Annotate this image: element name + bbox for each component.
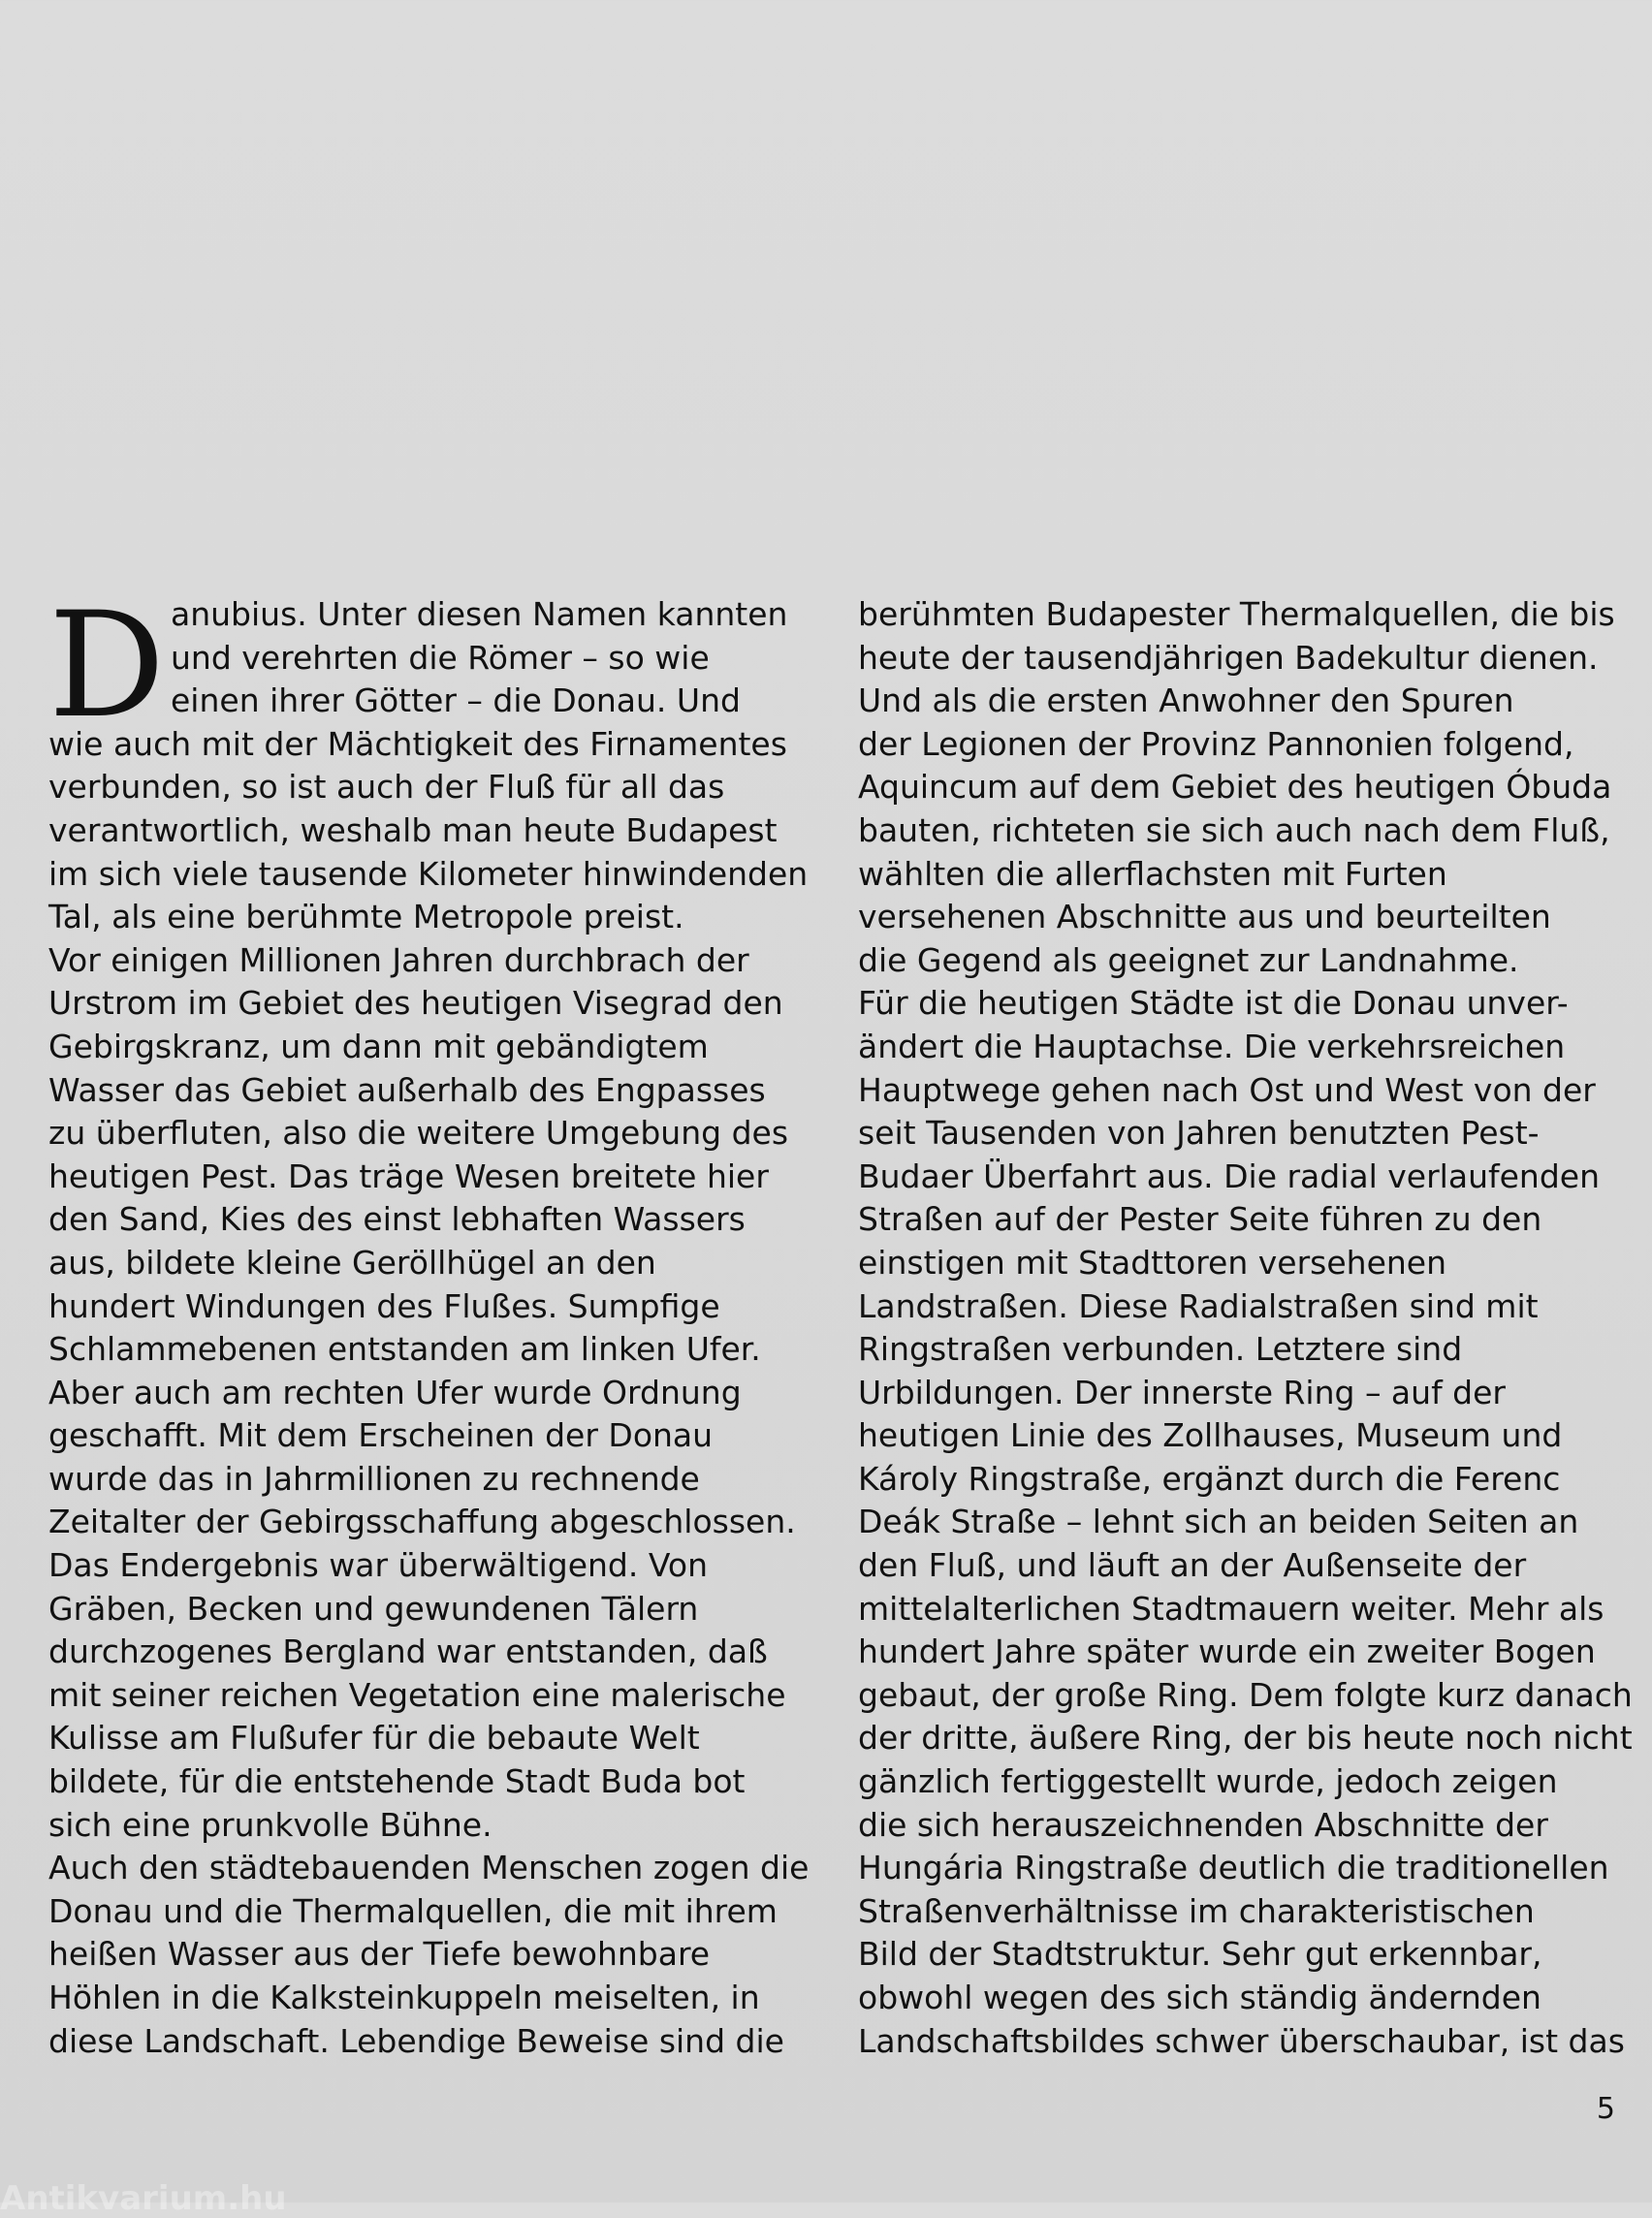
text-line: Károly Ringstraße, ergänzt durch die Ferenc xyxy=(858,1459,1561,1498)
text-line: heute der tausendjährigen Badekultur dienen. xyxy=(858,638,1599,677)
text-line: mit seiner reichen Vegetation eine malerische xyxy=(48,1675,786,1714)
text-line: verantwortlich, weshalb man heute Budapest xyxy=(48,810,778,849)
text-line: bildete, für die entstehende Stadt Buda bot xyxy=(48,1762,746,1801)
watermark: Antikvarium.hu xyxy=(0,2179,287,2218)
text-line: Hauptwege gehen nach Ost und West von der xyxy=(858,1070,1596,1109)
text-line: Urstrom im Gebiet des heutigen Visegrad den xyxy=(48,984,783,1023)
text-line: wurde das in Jahrmillionen zu rechnende xyxy=(48,1459,700,1498)
text-line: Auch den städtebauenden Menschen zogen die xyxy=(48,1849,810,1887)
left-column-lines xyxy=(48,723,810,2063)
text-line: gänzlich fertiggestellt wurde, jedoch zeigen xyxy=(858,1762,1558,1801)
text-line: Bild der Stadtstruktur. Sehr gut erkennbar, xyxy=(858,1935,1542,1974)
text-line: hundert Jahre später wurde ein zweiter Bogen xyxy=(858,1632,1596,1671)
text-line: Kulisse am Flußufer für die bebaute Welt xyxy=(48,1719,700,1758)
text-line: gebaut, der große Ring. Dem folgte kurz danach xyxy=(858,1675,1633,1714)
text-line: Landstraßen. Diese Radialstraßen sind mit xyxy=(858,1286,1539,1325)
text-line: Und als die ersten Anwohner den Spuren xyxy=(858,681,1514,720)
text-line: durchzogenes Bergland war entstanden, daß xyxy=(48,1632,768,1671)
text-line: der dritte, äußere Ring, der bis heute noch nicht xyxy=(858,1719,1633,1758)
right-column-lines xyxy=(858,593,1633,2063)
left-text-column xyxy=(48,582,810,2063)
text-line: einstigen mit Stadttoren versehenen xyxy=(858,1243,1447,1282)
text-line: einen ihrer Götter – die Donau. Und xyxy=(171,681,741,720)
text-line: obwohl wegen des sich ständig ändernden xyxy=(858,1979,1541,2016)
text-line: versehenen Abschnitte aus und beurteilten xyxy=(858,898,1551,936)
text-line: die sich herauszeichnenden Abschnitte der xyxy=(858,1805,1548,1844)
text-line: Aquincum auf dem Gebiet des heutigen Óbuda xyxy=(858,768,1612,807)
text-line: Landschaftsbildes schwer überschaubar, ist das xyxy=(858,2021,1625,2060)
text-line: Hungária Ringstraße deutlich die traditionellen xyxy=(858,1849,1609,1887)
text-line: anubius. Unter diesen Namen kannten xyxy=(171,595,788,633)
text-line: Urbildungen. Der innerste Ring – auf der xyxy=(858,1373,1506,1411)
right-text-column xyxy=(858,593,1633,2063)
text-line: heutigen Linie des Zollhauses, Museum und xyxy=(858,1416,1563,1455)
text-line: hundert Windungen des Flußes. Sumpfige xyxy=(48,1286,720,1325)
text-line: Vor einigen Millionen Jahren durchbrach der xyxy=(48,940,749,979)
text-line: die Gegend als geeignet zur Landnahme. xyxy=(858,940,1519,979)
text-line: Tal, als eine berühmte Metropole preist. xyxy=(48,898,684,936)
text-line: Ringstraßen verbunden. Letztere sind xyxy=(858,1330,1463,1369)
text-line: wählten die allerflachsten mit Furten xyxy=(858,854,1447,893)
text-line: Zeitalter der Gebirgsschaffung abgeschlossen. xyxy=(48,1503,796,1541)
text-line: Das Endergebnis war überwältigend. Von xyxy=(48,1546,708,1585)
text-line: heutigen Pest. Das träge Wesen breitete hier xyxy=(48,1157,769,1195)
text-line: wie auch mit der Mächtigkeit des Firnamentes xyxy=(48,724,787,763)
text-line: mittelalterlichen Stadtmauern weiter. Mehr als xyxy=(858,1589,1604,1628)
text-line: Für die heutigen Städte ist die Donau unver- xyxy=(858,984,1569,1023)
text-line: Gräben, Becken und gewundenen Tälern xyxy=(48,1589,699,1628)
text-line: Straßenverhältnisse im charakteristischen xyxy=(858,1891,1535,1930)
text-line: und verehrten die Römer – so wie xyxy=(171,638,710,677)
text-line: Aber auch am rechten Ufer wurde Ordnung xyxy=(48,1373,742,1411)
text-line: Straßen auf der Pester Seite führen zu den xyxy=(858,1200,1542,1239)
text-line: den Fluß, und läuft an der Außenseite der xyxy=(858,1546,1527,1585)
text-line: aus, bildete kleine Geröllhügel an den xyxy=(48,1243,656,1282)
drop-cap: D xyxy=(48,582,166,750)
text-line: den Sand, Kies des einst lebhaften Wassers xyxy=(48,1200,746,1239)
text-line: berühmten Budapester Thermalquellen, die bis xyxy=(858,595,1615,633)
text-line: ändert die Hauptachse. Die verkehrsreichen xyxy=(858,1027,1566,1065)
text-line: Höhlen in die Kalksteinkuppeln meiselten, in xyxy=(48,1979,760,2016)
text-line: Budaer Überfahrt aus. Die radial verlaufenden xyxy=(858,1157,1600,1195)
text-line: geschafft. Mit dem Erscheinen der Donau xyxy=(48,1416,714,1455)
text-line: sich eine prunkvolle Bühne. xyxy=(48,1805,492,1844)
text-line: seit Tausenden von Jahren benutzten Pest- xyxy=(858,1114,1540,1153)
text-line: Schlammebenen entstanden am linken Ufer. xyxy=(48,1330,761,1369)
text-line: Wasser das Gebiet außerhalb des Engpasses xyxy=(48,1070,766,1109)
text-line: der Legionen der Provinz Pannonien folgend, xyxy=(858,724,1574,763)
text-line: verbunden, so ist auch der Fluß für all das xyxy=(48,768,725,807)
text-line: zu überfluten, also die weitere Umgebung des xyxy=(48,1114,789,1153)
text-line: diese Landschaft. Lebendige Beweise sind die xyxy=(48,2021,784,2060)
page-number: 5 xyxy=(1596,2092,1615,2126)
text-line: heißen Wasser aus der Tiefe bewohnbare xyxy=(48,1935,711,1974)
text-line: Deák Straße – lehnt sich an beiden Seiten an xyxy=(858,1503,1579,1541)
text-line: Donau und die Thermalquellen, die mit ihrem xyxy=(48,1891,778,1930)
text-line: bauten, richteten sie sich auch nach dem Fluß, xyxy=(858,810,1610,849)
text-line: im sich viele tausende Kilometer hinwindenden xyxy=(48,854,809,893)
text-line: Gebirgskranz, um dann mit gebändigtem xyxy=(48,1027,709,1065)
